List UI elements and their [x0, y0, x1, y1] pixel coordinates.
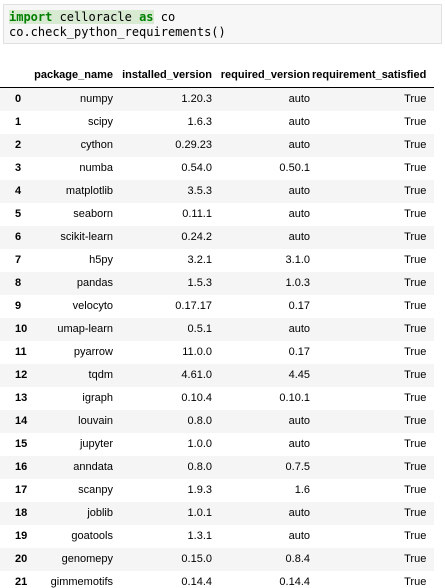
table-row [0, 111, 434, 134]
table-row [0, 341, 434, 364]
table-row [0, 88, 434, 112]
installed-version-cell: 1.0.0 [187, 438, 212, 450]
requirement-satisfied-cell: True [404, 530, 427, 542]
installed-version-cell: 11.0.0 [182, 346, 212, 358]
installed-version-cell: 0.54.0 [181, 162, 212, 174]
as-keyword: as [139, 10, 154, 24]
installed-version-cell: 0.10.4 [181, 392, 212, 404]
row-index: 21 [15, 576, 28, 588]
requirement-satisfied-cell: True [404, 277, 427, 289]
requirement-satisfied-cell: True [404, 116, 427, 128]
table-row [0, 387, 434, 410]
installed-version-cell: 1.6.3 [187, 116, 212, 128]
table-row [0, 479, 434, 502]
package-name-cell: pyarrow [73, 346, 113, 358]
cell-output [0, 64, 445, 588]
package-name-cell: scanpy [78, 484, 113, 496]
row-index: 17 [15, 484, 28, 496]
package-name-cell: anndata [73, 461, 113, 473]
row-index: 3 [15, 162, 22, 174]
required-version-cell: auto [288, 208, 310, 220]
required-version-cell: 1.6 [294, 484, 310, 496]
table-row [0, 226, 434, 249]
package-name-cell: umap-learn [57, 323, 113, 335]
required-version-cell: 0.14.4 [279, 576, 310, 588]
requirement-satisfied-cell: True [404, 93, 427, 105]
requirement-satisfied-cell: True [404, 323, 427, 335]
table-row [0, 364, 434, 387]
required-version-cell: 0.17 [288, 346, 310, 358]
requirement-satisfied-cell: True [404, 208, 427, 220]
row-index: 14 [15, 415, 28, 427]
requirement-satisfied-cell: True [404, 415, 427, 427]
installed-version-cell: 0.24.2 [181, 231, 212, 243]
row-index: 18 [15, 507, 28, 519]
table-row [0, 433, 434, 456]
required-version-cell: auto [288, 415, 310, 427]
requirement-satisfied-cell: True [404, 300, 427, 312]
installed-version-cell: 3.5.3 [187, 185, 212, 197]
installed-version-cell: 3.2.1 [187, 254, 212, 266]
import-keyword: import [9, 10, 53, 24]
package-name-cell: h5py [89, 254, 113, 266]
package-name-cell: numba [79, 162, 113, 174]
row-index: 16 [15, 461, 28, 473]
row-index: 11 [15, 346, 27, 358]
required-version-cell: auto [288, 185, 310, 197]
table-row [0, 410, 434, 433]
row-index: 19 [15, 530, 28, 542]
installed-version-cell: 1.0.1 [187, 507, 212, 519]
row-index: 13 [15, 392, 28, 404]
row-index: 1 [15, 116, 22, 128]
required-version-cell: auto [288, 507, 310, 519]
row-index: 9 [15, 300, 22, 312]
installed-version-cell: 0.11.1 [182, 208, 212, 220]
table-body [0, 88, 434, 588]
installed-version-cell: 0.8.0 [187, 461, 212, 473]
table-row [0, 502, 434, 525]
requirement-satisfied-cell: True [404, 369, 427, 381]
requirement-satisfied-cell: True [404, 576, 427, 588]
row-index: 8 [15, 277, 22, 289]
installed-version-cell: 0.14.4 [181, 576, 212, 588]
installed-version-cell: 1.5.3 [187, 277, 212, 289]
row-index: 10 [15, 323, 28, 335]
requirement-satisfied-cell: True [404, 231, 427, 243]
required-version-cell: 0.10.1 [279, 392, 310, 404]
required-version-cell: 0.17 [288, 300, 310, 312]
installed-version-cell: 1.20.3 [181, 93, 212, 105]
package-name-cell: genomepy [61, 553, 113, 565]
column-header-installed-version: installed_version [115, 64, 214, 88]
code-line-2: co.check_python_requirements() [9, 25, 226, 39]
table-row [0, 456, 434, 479]
table-row [0, 180, 434, 203]
installed-version-cell: 1.9.3 [187, 484, 212, 496]
requirement-satisfied-cell: True [404, 346, 427, 358]
column-header-required-version: required_version [214, 64, 312, 88]
requirements-table [0, 64, 434, 588]
requirement-satisfied-cell: True [404, 507, 427, 519]
table-row [0, 157, 434, 180]
table-row [0, 134, 434, 157]
required-version-cell: 1.0.3 [285, 277, 310, 289]
requirement-satisfied-cell: True [404, 392, 427, 404]
installed-version-cell: 4.61.0 [181, 369, 212, 381]
package-name-cell: cython [80, 139, 113, 151]
index-header [0, 64, 34, 88]
package-name-cell: matplotlib [65, 185, 113, 197]
requirement-satisfied-cell: True [404, 185, 427, 197]
row-index: 4 [15, 185, 22, 197]
table-row [0, 272, 434, 295]
required-version-cell: auto [288, 438, 310, 450]
row-index: 7 [15, 254, 22, 266]
module-name: celloracle [52, 10, 140, 24]
column-header-package-name: package_name [34, 64, 115, 88]
requirement-satisfied-cell: True [404, 461, 427, 473]
package-name-cell: jupyter [79, 438, 113, 450]
table-row [0, 548, 434, 571]
table-row [0, 249, 434, 272]
row-index: 20 [15, 553, 28, 565]
required-version-cell: auto [288, 323, 310, 335]
package-name-cell: seaborn [73, 208, 113, 220]
header-row [0, 64, 434, 88]
row-index: 12 [15, 369, 28, 381]
requirement-satisfied-cell: True [404, 254, 427, 266]
installed-version-cell: 0.8.0 [187, 415, 212, 427]
column-header-requirement-satisfied: requirement_satisfied [312, 64, 434, 88]
package-name-cell: pandas [76, 277, 113, 289]
table-row [0, 318, 434, 341]
installed-version-cell: 0.29.23 [175, 139, 212, 151]
code-highlight [9, 10, 154, 24]
code-line-1 [9, 10, 441, 25]
package-name-cell: scikit-learn [60, 231, 113, 243]
installed-version-cell: 0.15.0 [181, 553, 212, 565]
row-index: 0 [15, 93, 22, 105]
required-version-cell: 0.7.5 [285, 461, 310, 473]
package-name-cell: numpy [79, 93, 113, 105]
package-name-cell: louvain [78, 415, 113, 427]
table-row [0, 295, 434, 318]
requirement-satisfied-cell: True [404, 139, 427, 151]
required-version-cell: 0.8.4 [285, 553, 310, 565]
requirement-satisfied-cell: True [404, 162, 427, 174]
package-name-cell: velocyto [72, 300, 113, 312]
requirement-satisfied-cell: True [404, 484, 427, 496]
package-name-cell: igraph [82, 392, 113, 404]
table-row [0, 525, 434, 548]
installed-version-cell: 1.3.1 [187, 530, 212, 542]
required-version-cell: auto [288, 93, 310, 105]
installed-version-cell: 0.5.1 [187, 323, 212, 335]
package-name-cell: scipy [87, 116, 113, 128]
required-version-cell: auto [288, 139, 310, 151]
table-header [0, 64, 434, 88]
required-version-cell: auto [288, 530, 310, 542]
row-index: 15 [15, 438, 28, 450]
package-name-cell: gimmemotifs [50, 576, 113, 588]
requirement-satisfied-cell: True [404, 438, 427, 450]
required-version-cell: auto [288, 116, 310, 128]
row-index: 6 [15, 231, 22, 243]
package-name-cell: goatools [71, 530, 113, 542]
module-alias: co [153, 10, 176, 24]
table-row [0, 203, 434, 226]
package-name-cell: tqdm [88, 369, 113, 381]
requirement-satisfied-cell: True [404, 553, 427, 565]
required-version-cell: auto [288, 231, 310, 243]
code-cell-input[interactable] [3, 4, 442, 44]
row-index: 5 [15, 208, 22, 220]
required-version-cell: 4.45 [288, 369, 310, 381]
package-name-cell: joblib [87, 507, 113, 519]
table-row [0, 571, 434, 588]
installed-version-cell: 0.17.17 [175, 300, 212, 312]
required-version-cell: 3.1.0 [285, 254, 310, 266]
row-index: 2 [15, 139, 22, 151]
required-version-cell: 0.50.1 [279, 162, 310, 174]
